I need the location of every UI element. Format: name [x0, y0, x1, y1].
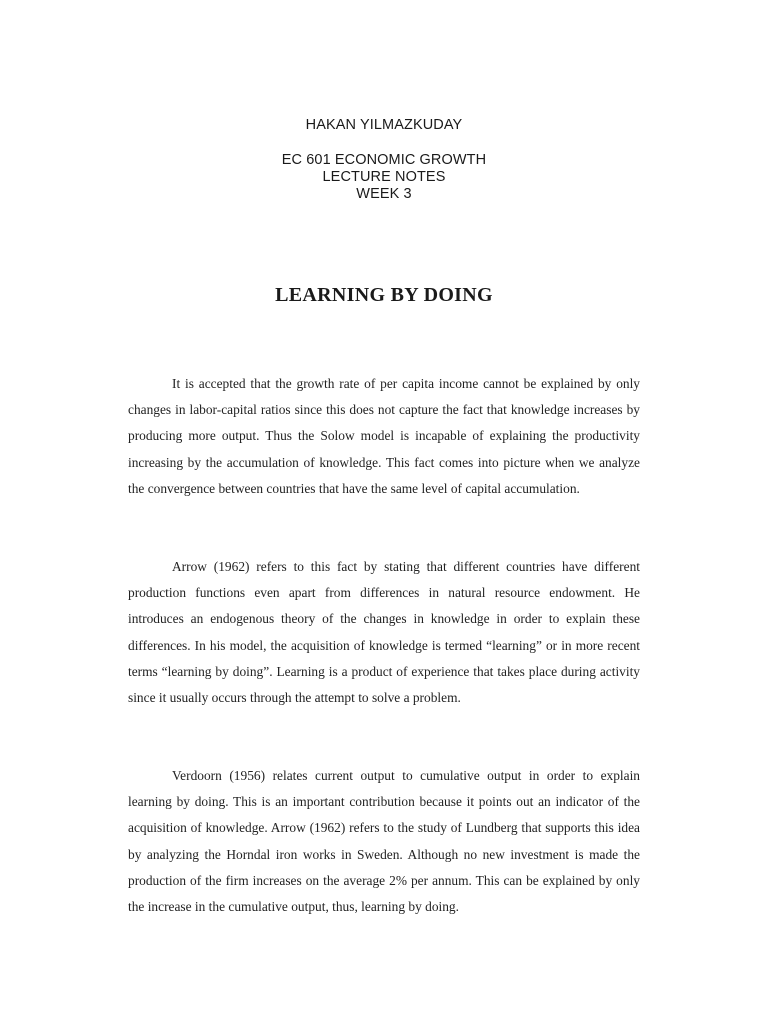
- paragraph: Verdoorn (1956) relates current output to cumulative output in order to explain learning by doing. This is an important contribution because it points out an indicator of the acquisition of knowledge. Arrow (1962) refers to the study of Lundberg that supports this idea by analyzing the Horndal iron works in Sweden. Although no new investment is made the production of the firm increases on the average 2% per annum. This can be explained by only the increase in the cumulative output, thus, learning by doing.: [128, 768, 640, 915]
- lecture-notes-label: LECTURE NOTES: [322, 169, 446, 185]
- week-label: WEEK 3: [356, 186, 412, 202]
- course-title: EC 601 ECONOMIC GROWTH: [281, 152, 487, 168]
- course-info: [0, 152, 768, 203]
- paragraph: Arrow (1962) refers to this fact by stating that different countries have different production functions even apart from differences in natural resource endowment. He introduces an endogenous theory of the changes in knowledge in order to explain these differences. In his model, the acquisition of knowledge is termed “learning” or in more recent terms “learning by doing”. Learning is a product of experience that takes place during activity since it usually occurs through the attempt to solve a problem.: [128, 559, 640, 706]
- author-name: HAKAN YILMAZKUDAY: [305, 117, 463, 133]
- page-title: LEARNING BY DOING: [275, 284, 493, 306]
- paragraph: It is accepted that the growth rate of per capita income cannot be explained by only changes in labor-capital ratios since this does not capture the fact that knowledge increases by producing more output. Thus the Solow model is incapable of explaining the productivity increasing by the accumulation of knowledge. This fact comes into picture when we analyze the convergence between countries that have the same level of capital accumulation.: [128, 376, 640, 496]
